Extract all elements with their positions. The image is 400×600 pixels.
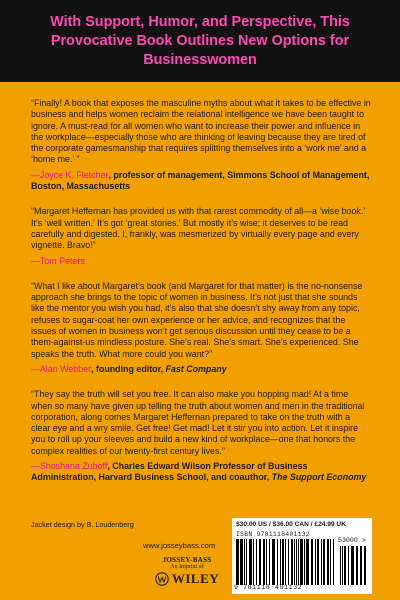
wiley-emblem-icon [155,572,169,586]
barcode-bar [344,546,346,585]
barcode-bar [294,539,295,585]
barcode-bar [340,546,341,585]
barcode-bar [269,539,270,585]
isbn-label: ISBN 9781118401132 [236,531,311,538]
barcode-bar [356,546,358,585]
barcode-bar [280,539,281,585]
barcode-bar [300,539,303,585]
publisher-logo [146,556,228,587]
barcode-bar [253,539,254,585]
testimonial-quote: “What I like about Margaret’s book (and Margaret for that matter) is the no-nonsense approach she brings to the topic of women in business. It’s not just that she sounds like the mentor you wish you had, it’s also that she doesn’t shy away from any topic, refuses to sugar-coat her own experience or her advice, and recognizes that the issues of women in business won’t get serious discussion until they cease to be a them-against-us mindless posture. She’s real. She’s smart. She’s experienced. She speaks the truth. What more could you want?” [31,280,363,359]
testimonial-fletcher [31,98,371,192]
jacket-credit: Jacket design by B. Loudenberg [31,520,134,529]
barcode-bar [291,539,293,585]
barcode-bar [360,546,362,585]
attribution-role: , founding editor, [91,363,166,374]
addon-barcode [340,546,368,585]
attribution-title: , professor of management, Simmons School of Management, Boston, Massachusetts [31,169,370,192]
barcode-bar [288,539,289,585]
publisher-url[interactable]: www.josseybass.com [143,541,216,550]
barcode-bar [277,539,278,585]
wiley-logo [146,571,228,587]
testimonial-attribution [31,364,371,375]
barcode-bar [296,539,297,585]
barcode-bar [330,539,331,585]
barcode-bar [285,539,286,585]
barcode-bar [282,539,284,585]
barcode-bar [249,539,252,585]
barcode-bar [240,539,243,585]
barcode-bar [236,539,239,585]
header-band [0,0,400,82]
attribution-publication: The Support Economy [271,472,367,483]
barcode-bar [244,539,245,585]
testimonial-quote: “Margaret Heffernan has provided us with that rarest commodity of all—a ‘wise book.’ It’s ‘well written.’ It’s got ‘great stories.’ But mostly it’s wise; it deserves to be read carefully and digested. I, frankly, was mesmerized by virtually every page and every vignette. Bravo!” [31,206,365,251]
testimonials [31,98,371,498]
tagline: With Support, Humor, and Perspective, This Provocative Book Outlines New Options for Businesswomen [50,13,350,68]
ean-barcode [236,539,334,585]
testimonial-quote: “Finally! A book that exposes the masculine myths about what it takes to be effective in business and helps women reclaim the relational intelligence we have been taught to ignore. A must-read for all women who want to increase their power and influence in the workplace—especially those who are thinking of leaving because they are tired of the corporate gamesmanship that requires splitting themselves into a ‘work me’ and a ‘home me.’ ” [31,98,371,165]
barcode-bar [351,546,354,585]
barcode-bar [259,539,261,585]
barcode-bar [263,539,265,585]
attribution-name: —Tom Peters [31,255,85,266]
barcode-bar [333,539,334,585]
attribution-publication: Fast Company [165,363,227,374]
barcode-bar [315,539,316,585]
barcode-bar [306,539,309,585]
publisher-name: JOSSEY-BASS [162,556,212,564]
publisher-imprint-note: An Imprint of [170,564,204,570]
barcode-panel [232,518,372,594]
barcode-bar [327,539,329,585]
testimonial-zuboff [31,389,371,483]
testimonial-attribution [31,461,371,484]
attribution-role: , Charles Edward Wilson Professor of Business Administration, Harvard Business School, and coauthor, [31,461,308,483]
testimonial-webber [31,281,371,375]
attribution-name: —Joyce K. Fletcher [31,169,109,180]
barcode-bar [266,539,267,585]
testimonial-attribution [31,170,371,193]
testimonial-peters [31,206,371,266]
barcode-bar [317,539,319,585]
attribution-title [91,364,227,374]
testimonial-quote: “They say the truth will set you free. It can also make you hopping mad! At a time when so many have given up telling the truth about women and men in the traditional corporation, along comes Margaret Heffernan prepared to take on the truth with a clear eye and a wry smile. Get free! Get mad! Let it stir you into action. Let it inspire you to roll up your sleeves and build a new kind of workplace—one that honors the complex realities of our twenty-first century lives.” [31,389,365,456]
barcode-bar [272,539,275,585]
price-addon-number: 53000 > [338,537,366,544]
ean-number: 9 781118 401132 [234,584,303,591]
barcode-bar [323,539,325,585]
barcode-bar [256,539,257,585]
barcode-bar [342,546,343,585]
price-label: $30.00 US / $36.00 CAN / £24.99 UK [236,521,346,528]
barcode-bar [321,539,322,585]
barcode-bar [364,546,366,585]
barcode-bar [298,539,299,585]
barcode-bar [304,539,305,585]
attribution-name: —Alan Webber [31,363,92,374]
testimonial-attribution [31,256,371,267]
barcode-bar [348,546,349,585]
barcode-bar [311,539,313,585]
attribution-name: —Shoshana Zuboff [31,461,108,472]
wiley-wordmark: WILEY [171,571,220,586]
barcode-bar [246,539,247,585]
